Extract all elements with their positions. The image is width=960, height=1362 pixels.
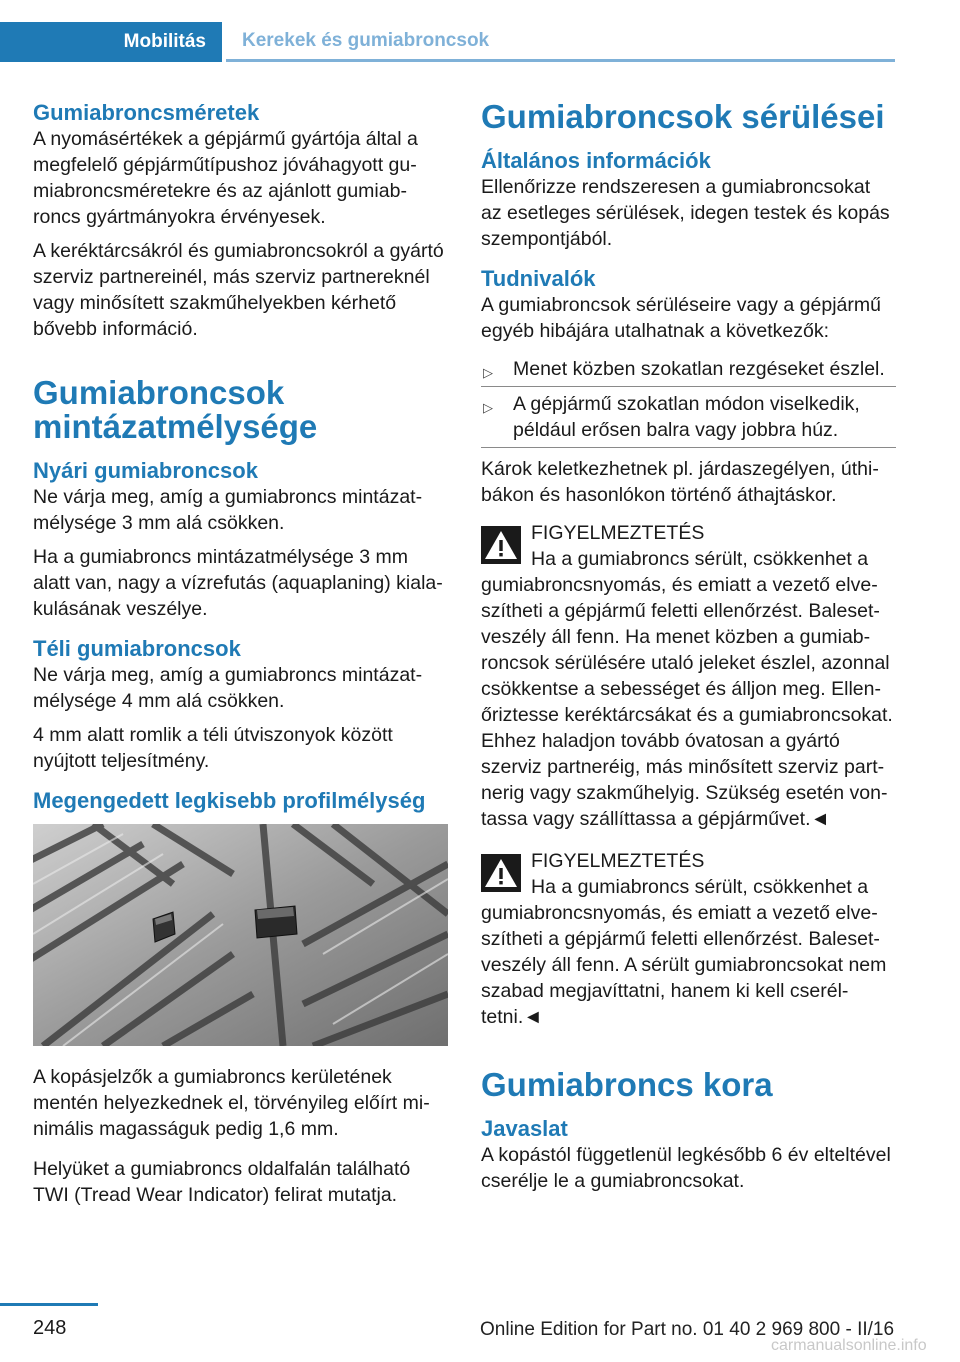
paragraph: A kopásjelzők a gumiabroncs kerületének mentén helyezkednek el, törvényileg előírt minimális magasságuk pedig 1,6 mm. [33,1066,430,1140]
warning-text: Ha a gumiabroncs sérült, csökkenhet a gumiabroncsnyomás, és emiatt a vezető elveszítheti a gépjármű feletti ellenőrzést. Balesetveszély áll fenn. A sérült gumiabroncsokat nem szabad megjavíttatni, hanem ki kell cseréltetni.◄ [481,876,887,1028]
edition-note: Online Edition for Part no. 01 40 2 969 800 - II/16 [480,1319,895,1340]
section-title-general: Általános információk [481,148,711,173]
paragraph: 4 mm alatt romlik a téli útviszonyok között nyújtott teljesítmény. [33,724,393,772]
warning-triangle-icon [481,854,521,892]
section-title-recommendation: Javaslat [481,1116,568,1141]
paragraph: A keréktárcsákról és gumiabroncsokról a gyártó szerviz partnereinél, más szerviz partnereknél vagy minősített szakműhelyekben kérhető bővebb információ. [33,240,444,340]
triangle-bullet-icon: ▷ [483,365,493,380]
triangle-bullet-icon: ▷ [483,400,493,415]
paragraph: Helyüket a gumiabroncs oldalfalán található TWI (Tread Wear Indicator) felirat mutatja. [33,1158,411,1206]
paragraph: A kopástól függetlenül legkésőbb 6 év elteltével cserélje le a gumiabroncsokat. [481,1144,891,1192]
section-title-min-depth: Megengedett legkisebb profilmélység [33,788,426,813]
paragraph: Károk keletkezhetnek pl. járdaszegélyen, úthibákon és hasonlókon történő áthajtáskor. [481,458,879,506]
section-title-winter: Téli gumiabroncsok [33,636,241,661]
paragraph: Ellenőrizze rendszeresen a gumiabroncsokat az esetleges sérülések, idegen testek és kopás szempontjából. [481,176,890,250]
symptom-list [481,352,896,448]
heading-damage: Gumiabroncsok sérülései [481,98,885,135]
warning-text: Ha a gumiabroncs sérült, csökkenhet a gumiabroncsnyomás, és emiatt a vezető elveszítheti a gépjármű feletti ellenőrzést. Balesetveszély áll fenn. Ha menet közben a gumiabroncsok sérülésére utaló jeleket észlel, azonnal csökkentse a sebességet és álljon meg. Ellenőriztesse keréktárcsákat és a gumiabroncsokat. Ehhez haladjon tovább óvatosan a gyártó szerviz partneréig, más minősített szerviz partnerig vagy szakműhelyig. Szükség esetén vontassa vagy szállíttassa a gépjárművet.◄ [481,548,893,830]
tyre-tread-image [33,824,448,1046]
tab-kerekek[interactable]: Kerekek és gumiabroncsok [226,22,895,62]
section-title-notes: Tudnivalók [481,266,596,291]
paragraph: A gumiabroncsok sérüléseire vagy a gépjármű egyéb hibájára utalhatnak a következők: [481,294,881,342]
section-title-summer: Nyári gumiabroncsok [33,458,258,483]
warning-block-2 [481,848,896,1030]
left-column [33,100,448,1216]
footer-rule [0,1303,98,1306]
warning-block-1 [481,520,896,832]
warning-label: FIGYELMEZTETÉS [531,522,705,544]
page-number: 248 [33,1317,67,1339]
right-column [481,100,896,1202]
paragraph: Ne várja meg, amíg a gumiabroncs mintázatmélysége 3 mm alá csökken. [33,486,423,534]
warning-label: FIGYELMEZTETÉS [531,850,705,872]
paragraph: Ha a gumiabroncs mintázatmélysége 3 mm alatt van, nagy a vízrefutás (aquaplaning) kialakulásának veszélye. [33,546,443,620]
watermark: carmanualsonline.info [771,1337,927,1354]
section-title-sizes: Gumiabroncsméretek [33,100,260,125]
warning-triangle-icon [481,526,521,564]
heading-tyre-age: Gumiabroncs kora [481,1066,773,1103]
list-item: ▷ A gépjármű szokatlan módon viselkedik, például erősen balra vagy jobbra húz. [481,387,896,448]
list-item: ▷ Menet közben szokatlan rezgéseket észlel. [481,352,896,387]
header-tabs [0,22,895,62]
paragraph: Ne várja meg, amíg a gumiabroncs mintázatmélysége 4 mm alá csökken. [33,664,423,712]
heading-tread-depth: Gumiabroncsok mintázatmélysége [33,374,318,445]
tab-mobilitas[interactable]: Mobilitás [0,22,222,62]
paragraph: A nyomásértékek a gépjármű gyártója által a megfelelő gépjárműtípushoz jóváhagyott gumiabroncsméretekre és az ajánlott gumiabroncs gyártmányokra érvényesek. [33,128,418,228]
